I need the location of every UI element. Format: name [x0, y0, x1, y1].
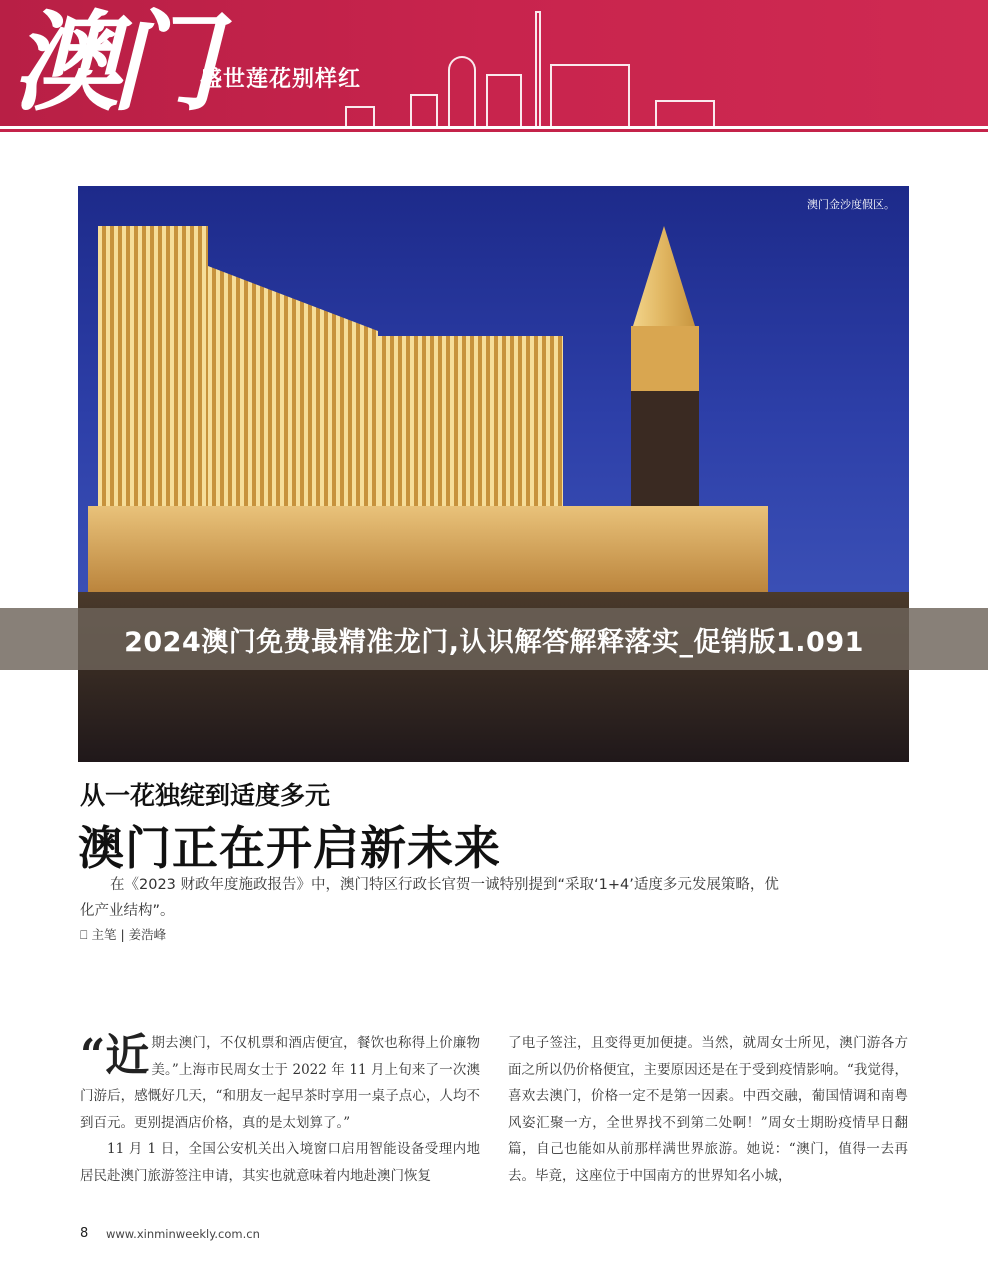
- drop-cap: “近: [80, 1030, 150, 1081]
- paragraph: 期去澳门，不仅机票和酒店便宜，餐饮也称得上价廉物美。”上海市民周女士于 2022 年 11 月上旬来了一次澳门游后，感慨好几天，“和朋友一起早茶时享用一桌子点心，人均不到百元。更别提酒店价格，真的是太划算了。”: [80, 1035, 480, 1131]
- article-subtitle: 从一花独绽到适度多元: [80, 781, 331, 810]
- photo-caption: 澳门金沙度假区。: [807, 198, 895, 211]
- paragraph: 11 月 1 日，全国公安机关出入境窗口启用智能设备受理内地居民赴澳门旅游签注申请，其实也就意味着内地赴澳门恢复: [80, 1141, 480, 1184]
- header-divider-red: [0, 129, 988, 132]
- author-line: [80, 925, 166, 943]
- title-overlay-banner: [0, 608, 988, 670]
- pen-icon: ⎕: [80, 927, 92, 942]
- article-column-1: [80, 1030, 480, 1189]
- paragraph: 了电子签注，且变得更加便捷。当然，就周女士所见，澳门游各方面之所以仍价格便宜，主要原因还是在于受到疫情影响。“我觉得，喜欢去澳门，价格一定不是第一因素。中西交融，葡国情调和南粤风姿汇聚一方，全世界找不到第二处啊！”周女士期盼疫情早日翻篇，自己也能如从前那样满世界旅游。她说：“澳门，值得一去再去。毕竟，这座位于中国南方的世界知名小城，: [508, 1035, 908, 1184]
- section-slogan: 盛世莲花别样红: [200, 67, 362, 92]
- article-column-2: [508, 1030, 908, 1189]
- footer-url: www.xinminweekly.com.cn: [106, 1227, 260, 1241]
- venetian-macao-photo: [78, 186, 909, 762]
- article-title: 澳门正在开启新未来: [78, 821, 501, 875]
- article-intro: 在《2023 财政年度施政报告》中，澳门特区行政长官贺一诚特别提到“采取‘1+4’适度多元发展策略，优化产业结构”。: [80, 877, 779, 919]
- overlay-title: 2024澳门免费最精准龙门,认识解答解释落实_促销版1.091: [124, 626, 864, 658]
- magazine-header-banner: [0, 0, 988, 126]
- author-name: 主笔 | 姜浩峰: [91, 927, 167, 942]
- page-number: 8: [80, 1226, 89, 1241]
- section-logo: 澳门: [12, 0, 209, 126]
